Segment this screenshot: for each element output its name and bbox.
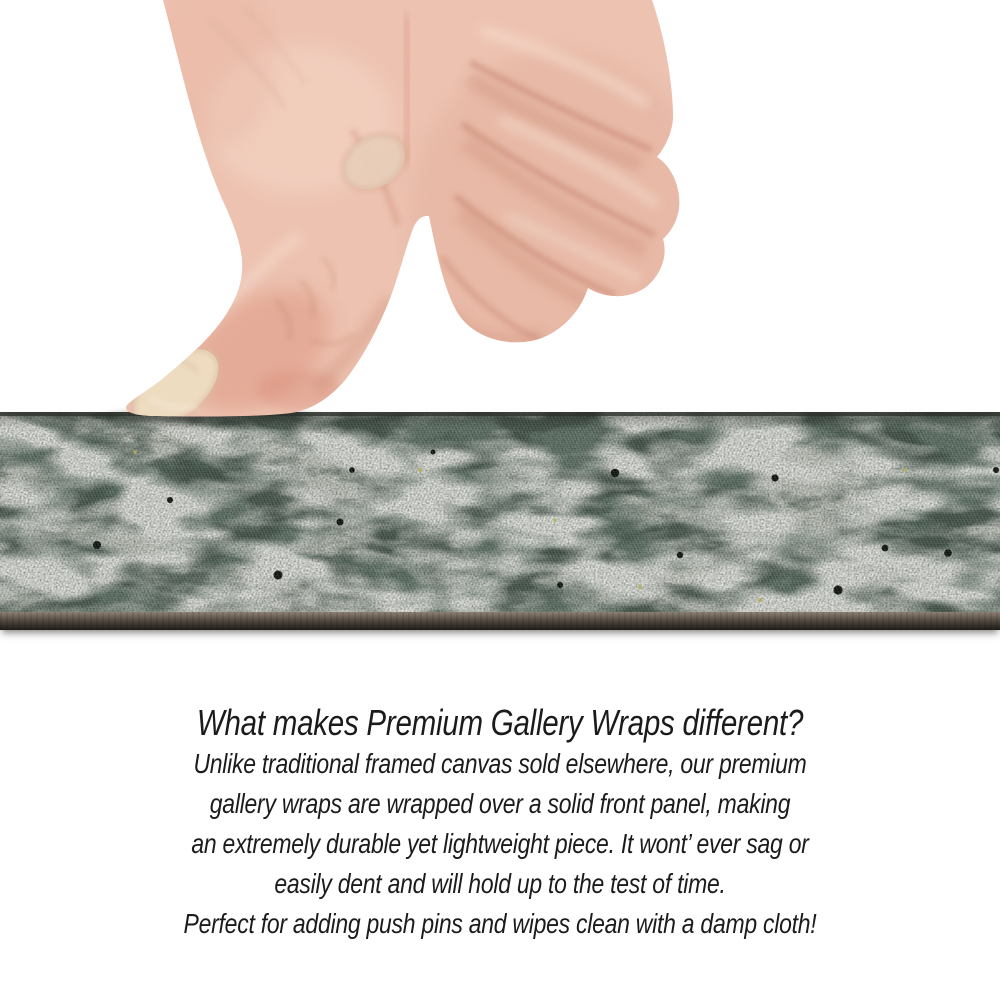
caption-block [90, 701, 910, 944]
caption-line-2: gallery wraps are wrapped over a solid front panel, making [209, 788, 791, 819]
caption-line-1: Unlike traditional framed canvas sold elsewhere, our premium [193, 748, 807, 779]
caption-line-5: Perfect for adding push pins and wipes clean with a damp cloth! [183, 908, 817, 939]
hand-pressing-thumb [0, 0, 1000, 440]
caption-line-4: easily dent and will hold up to the test of time. [274, 868, 726, 899]
canvas-top-shading [0, 416, 1000, 428]
caption-line-3: an extremely durable yet lightweight piece. It wont’ ever sag or [191, 828, 809, 859]
canvas-edge-strip [0, 412, 1000, 630]
hand-silhouette [126, 0, 679, 417]
caption-heading: What makes Premium Gallery Wraps different? [196, 702, 804, 743]
canvas-bottom-edge [0, 612, 1000, 630]
index-fingernail [333, 123, 415, 200]
canvas-weave-overlay [0, 412, 1000, 612]
